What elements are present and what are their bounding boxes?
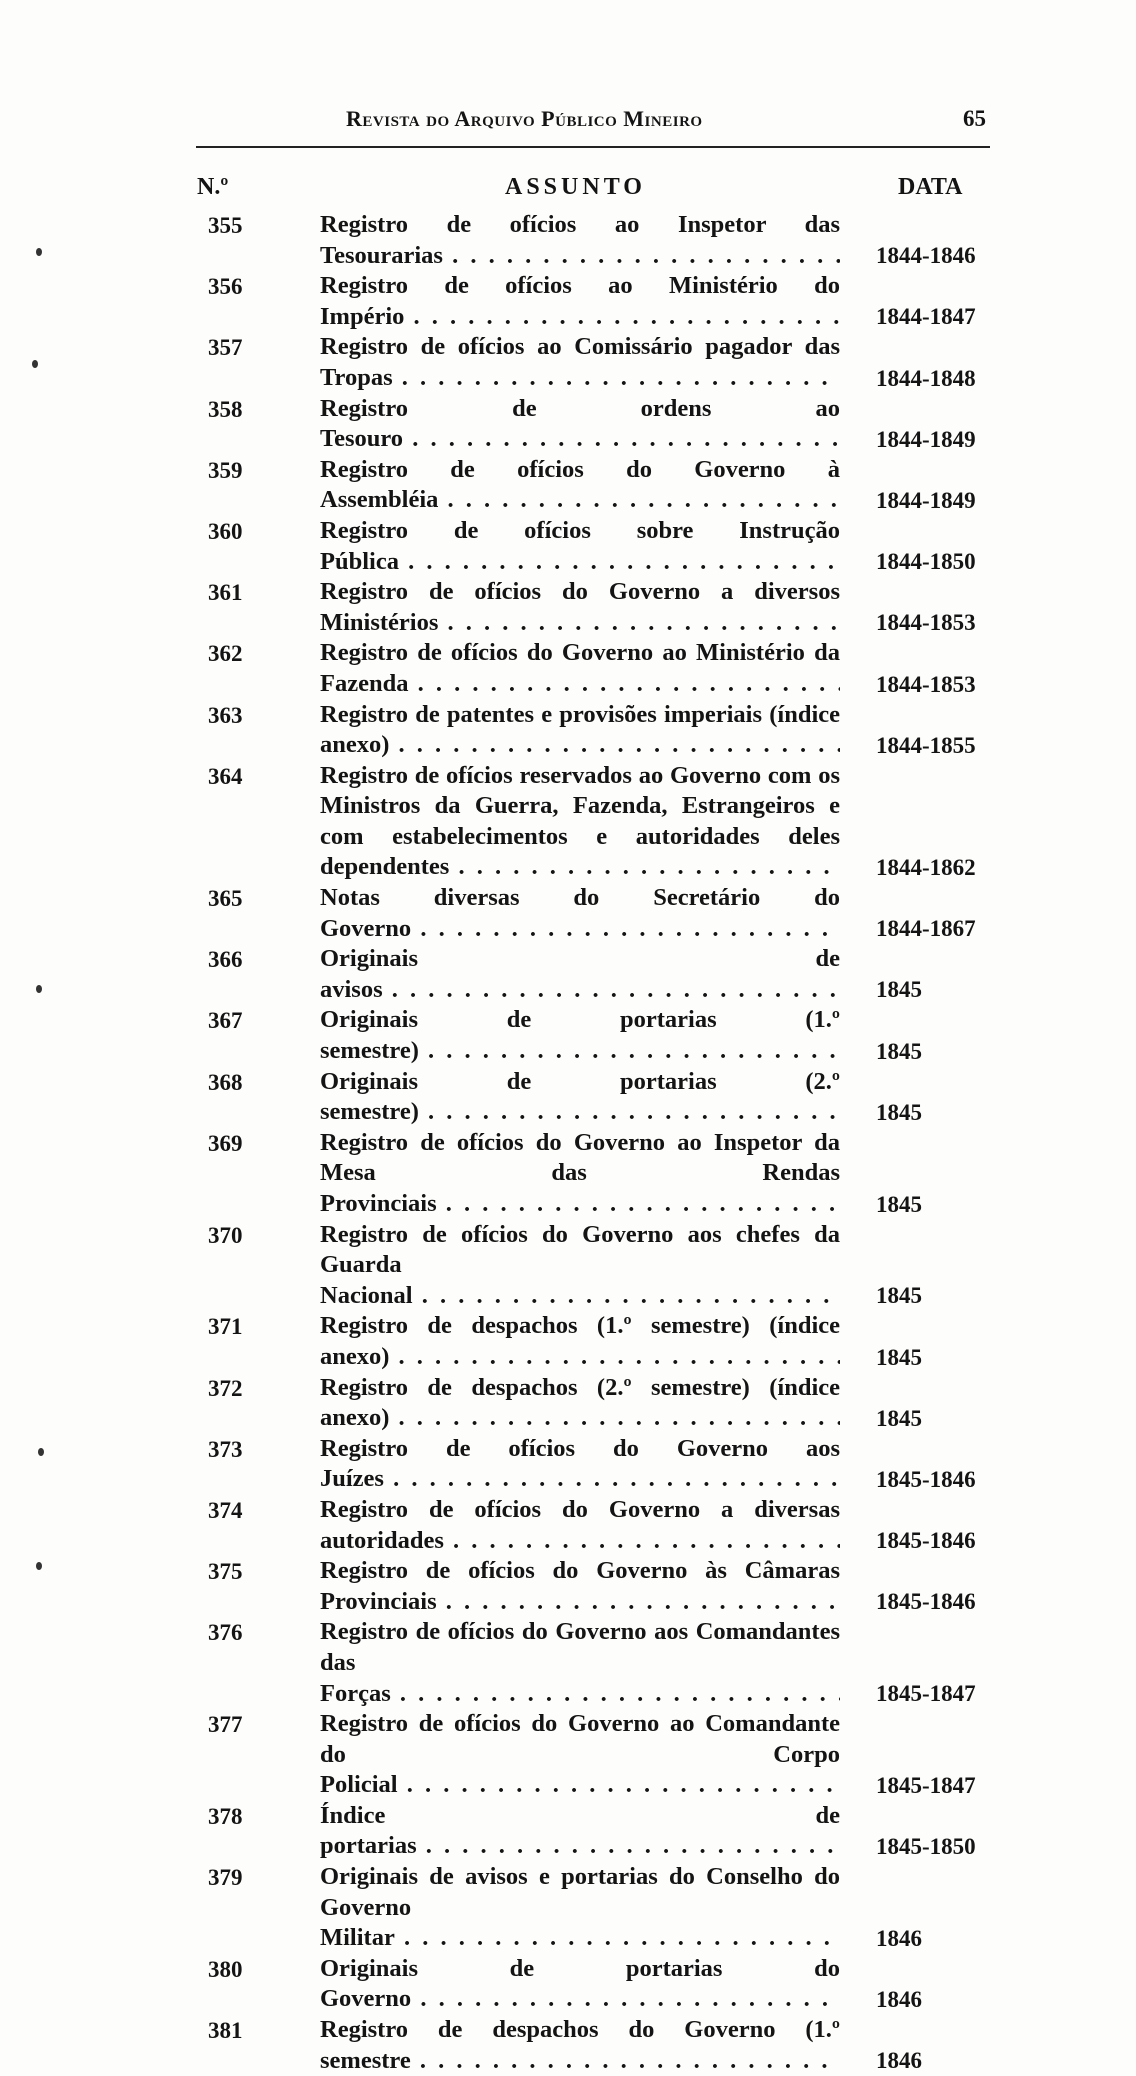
list-item bbox=[0, 1311, 1136, 1372]
entry-number: 363 bbox=[208, 702, 243, 728]
entry-subject: Registro de ofícios do Governo ao Inspetor da Mesa das Rendas Provinciais . . . bbox=[320, 1128, 840, 1220]
entry-number: 364 bbox=[208, 763, 243, 789]
list-item bbox=[0, 700, 1136, 761]
entry-subject: Registro de ofícios ao Inspetor das Tesourarias . . . bbox=[320, 210, 840, 271]
scan-speck bbox=[32, 360, 38, 368]
entry-number: 365 bbox=[208, 886, 243, 912]
list-item bbox=[0, 1862, 1136, 1954]
entry-date: 1845 bbox=[876, 1099, 922, 1125]
entry-date: 1844-1849 bbox=[876, 426, 976, 452]
entry-subject: Registro de patentes e provisões imperiais (índice anexo) . . . bbox=[320, 700, 840, 761]
entry-date: 1844-1846 bbox=[876, 243, 976, 269]
list-item bbox=[0, 210, 1136, 271]
list-item bbox=[0, 883, 1136, 944]
entry-subject: Registro de ofícios reservados ao Governo com os Ministros da Guerra, Fazenda, Estrangeiros e com estabelecimentos e autoridades deles dependentes . . . bbox=[320, 761, 840, 883]
entry-number: 368 bbox=[208, 1069, 243, 1095]
scan-speck bbox=[36, 1562, 42, 1570]
list-item bbox=[0, 944, 1136, 1005]
entry-number: 357 bbox=[208, 335, 243, 361]
entry-number: 377 bbox=[208, 1712, 243, 1738]
list-item bbox=[0, 638, 1136, 699]
list-item bbox=[0, 1373, 1136, 1434]
list-item bbox=[0, 1954, 1136, 2015]
entry-number: 359 bbox=[208, 457, 243, 483]
list-item bbox=[0, 1709, 1136, 1801]
entry-number: 362 bbox=[208, 641, 243, 667]
list-item bbox=[0, 394, 1136, 455]
entry-subject: Originais de portarias do Governo . . . bbox=[320, 1954, 840, 2015]
entry-number: 355 bbox=[208, 213, 243, 238]
entry-number: 369 bbox=[208, 1130, 243, 1156]
list-item bbox=[0, 1220, 1136, 1312]
entry-date: 1844-1855 bbox=[876, 732, 976, 758]
list-item bbox=[0, 761, 1136, 883]
entry-subject: Registro de despachos (2.º semestre) (índice anexo) . . . bbox=[320, 1373, 840, 1434]
entry-subject: Notas diversas do Secretário do Governo . . . bbox=[320, 883, 840, 944]
entry-date: 1846 bbox=[876, 1925, 922, 1951]
entry-date: 1845 bbox=[876, 1283, 922, 1309]
page-number: 65 bbox=[963, 106, 986, 131]
entry-subject: Registro de ofícios do Governo a diversas autoridades . . . bbox=[320, 1495, 840, 1556]
entry-subject: Registro de ofícios do Governo ao Comandante do Corpo Policial . . . bbox=[320, 1709, 840, 1801]
list-item bbox=[0, 1067, 1136, 1128]
list-item bbox=[0, 1128, 1136, 1220]
entry-date: 1844-1862 bbox=[876, 855, 976, 881]
entry-number: 381 bbox=[208, 2018, 243, 2044]
entry-number: 375 bbox=[208, 1559, 243, 1585]
entry-number: 372 bbox=[208, 1375, 243, 1401]
entry-subject: Registro de ofícios do Governo à Assembléia . . . bbox=[320, 455, 840, 516]
entry-subject: Registro de ofícios do Governo ao Ministério da Fazenda . . . bbox=[320, 638, 840, 699]
list-item bbox=[0, 1434, 1136, 1495]
entry-number: 380 bbox=[208, 1956, 243, 1982]
entry-number: 367 bbox=[208, 1008, 243, 1034]
entry-date: 1844-1853 bbox=[876, 671, 976, 697]
entry-subject: Registro de ofícios do Governo aos Comandantes das Forças . . . bbox=[320, 1617, 840, 1709]
records-list bbox=[0, 210, 1136, 2076]
entry-number: 376 bbox=[208, 1620, 243, 1646]
entry-subject: Registro de ofícios do Governo aos Juízes . . . bbox=[320, 1434, 840, 1495]
entry-date: 1846 bbox=[876, 1987, 922, 2013]
list-item bbox=[0, 455, 1136, 516]
entry-subject: Registro de ofícios ao Ministério do Império . . . bbox=[320, 271, 840, 332]
list-item bbox=[0, 271, 1136, 332]
entry-subject: Originais de avisos . . . bbox=[320, 944, 840, 1005]
entry-date: 1845-1846 bbox=[876, 1528, 976, 1554]
entry-date: 1845-1850 bbox=[876, 1834, 976, 1860]
list-item bbox=[0, 332, 1136, 393]
entry-date: 1845 bbox=[876, 1191, 922, 1217]
list-item bbox=[0, 1801, 1136, 1862]
entry-subject: Índice de portarias . . . bbox=[320, 1801, 840, 1862]
list-item bbox=[0, 2015, 1136, 2076]
entry-date: 1844-1849 bbox=[876, 487, 976, 513]
entry-subject: Registro de ofícios sobre Instrução Pública . . . bbox=[320, 516, 840, 577]
column-header-date: DATA bbox=[898, 174, 963, 200]
entry-date: 1845 bbox=[876, 977, 922, 1003]
entry-number: 373 bbox=[208, 1436, 243, 1462]
entry-date: 1845 bbox=[876, 1405, 922, 1431]
entry-number: 366 bbox=[208, 947, 243, 973]
entry-date: 1845 bbox=[876, 1344, 922, 1370]
list-item bbox=[0, 1617, 1136, 1709]
column-header-number: N.º bbox=[197, 174, 229, 200]
entry-subject: Registro de ordens ao Tesouro . . . bbox=[320, 394, 840, 455]
entry-subject: Registro de ofícios do Governo aos chefes da Guarda Nacional . . . bbox=[320, 1220, 840, 1312]
entry-number: 370 bbox=[208, 1222, 243, 1248]
list-item bbox=[0, 1005, 1136, 1066]
entry-date: 1846 bbox=[876, 2048, 922, 2074]
entry-number: 360 bbox=[208, 518, 243, 544]
list-item bbox=[0, 1556, 1136, 1617]
entry-subject: Registro de ofícios do Governo a diversos Ministérios . . . bbox=[320, 577, 840, 638]
entry-number: 374 bbox=[208, 1497, 243, 1523]
list-item bbox=[0, 1495, 1136, 1556]
entry-number: 371 bbox=[208, 1314, 243, 1340]
entry-date: 1844-1853 bbox=[876, 610, 976, 636]
entry-date: 1845-1847 bbox=[876, 1681, 976, 1707]
scan-speck bbox=[36, 985, 42, 993]
running-header bbox=[196, 104, 990, 148]
column-header-subject: ASSUNTO bbox=[505, 174, 646, 200]
entry-subject: Registro de ofícios ao Comissário pagador das Tropas . . . bbox=[320, 332, 840, 393]
entry-number: 358 bbox=[208, 396, 243, 422]
scan-speck bbox=[38, 1448, 44, 1456]
entry-number: 378 bbox=[208, 1803, 243, 1829]
entry-number: 361 bbox=[208, 580, 243, 606]
entry-date: 1844-1850 bbox=[876, 549, 976, 575]
list-item bbox=[0, 577, 1136, 638]
entry-number: 379 bbox=[208, 1865, 243, 1891]
entry-subject: Registro de despachos (1.º semestre) (índice anexo) . . . bbox=[320, 1311, 840, 1372]
entry-date: 1845 bbox=[876, 1038, 922, 1064]
entry-date: 1844-1867 bbox=[876, 916, 976, 942]
entry-date: 1845-1846 bbox=[876, 1466, 976, 1492]
entry-date: 1844-1848 bbox=[876, 365, 976, 391]
entry-date: 1844-1847 bbox=[876, 304, 976, 330]
entry-subject: Registro de ofícios do Governo às Câmaras Provinciais . . . bbox=[320, 1556, 840, 1617]
scan-speck bbox=[36, 248, 42, 256]
entry-subject: Originais de portarias (1.º semestre) . . . bbox=[320, 1005, 840, 1066]
journal-title: Revista do Arquivo Público Mineiro bbox=[346, 106, 703, 131]
entry-subject: Originais de avisos e portarias do Conselho do Governo Militar . . . bbox=[320, 1862, 840, 1954]
entry-number: 356 bbox=[208, 274, 243, 300]
entry-subject: Originais de portarias (2.º semestre) . . . bbox=[320, 1067, 840, 1128]
list-item bbox=[0, 516, 1136, 577]
entry-date: 1845-1846 bbox=[876, 1589, 976, 1615]
entry-date: 1845-1847 bbox=[876, 1772, 976, 1798]
entry-subject: Registro de despachos do Governo (1.º semestre . . . bbox=[320, 2015, 840, 2076]
